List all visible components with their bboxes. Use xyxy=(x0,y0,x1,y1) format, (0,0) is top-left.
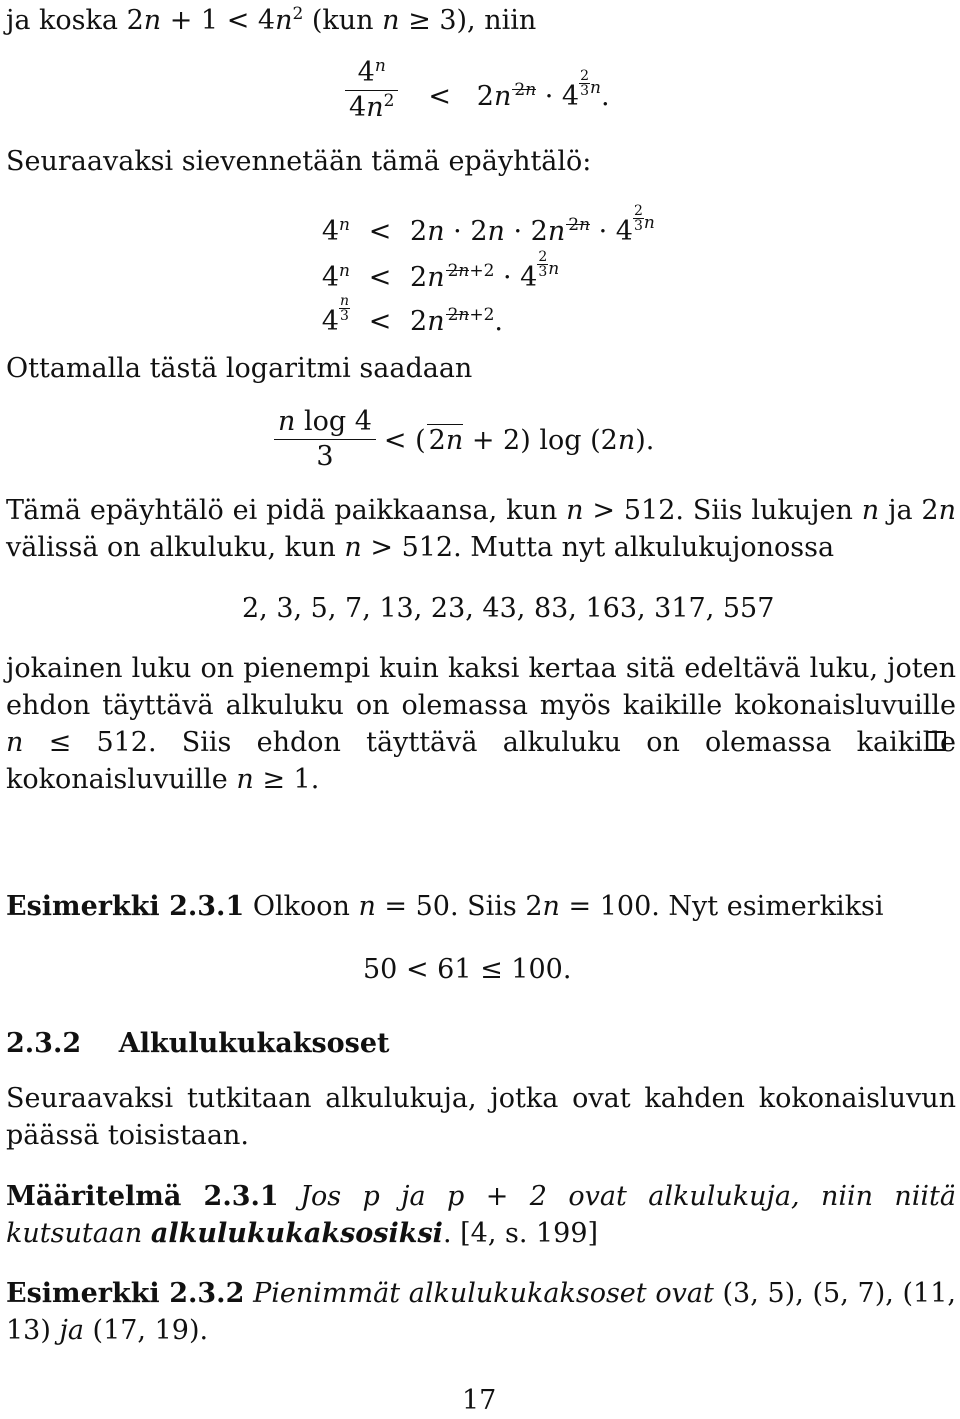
log-line: Ottamalla tästä logaritmi saadaan xyxy=(6,353,473,384)
section-title: Alkulukukaksoset xyxy=(118,1028,390,1059)
example-2-3-1: Esimerkki 2.3.1 Olkoon n = 50. Siis 2n = 100. Nyt esimerkiksi xyxy=(6,891,884,922)
section-heading xyxy=(6,1025,390,1062)
example-label: Esimerkki 2.3.2 xyxy=(6,1278,245,1309)
example-equation: 50 < 61 ≤ 100. xyxy=(363,954,572,985)
chain-row: 4 $\frac{n}{3}$ < 2n $^{2n+2}$. xyxy=(321,293,504,337)
example-2-3-2: Esimerkki 2.3.2 Pienimmät alkulukukaksoset ovat (3, 5), (5, 7), (11, 13) ja (17, 19). xyxy=(6,1278,956,1346)
chain-row: 4$^n$ < 2n $^{2n+2}$ · 4 $\frac{2}{3}$ $^n$ xyxy=(321,249,560,293)
page-number: 17 xyxy=(462,1385,497,1416)
fraction: $\frac{4^n}{4n^2}$ xyxy=(345,56,398,125)
example-label: Esimerkki 2.3.1 xyxy=(6,891,245,922)
qed-square-icon xyxy=(926,731,946,751)
paragraph: jokainen luku on pienempi kuin kaksi kertaa sitä edeltävä luku, joten ehdon täyttävä alkuluku on olemassa myös kaikille kokonaisluvuille n ≤ 512. Siis ehdon täyttävä alkuluku on olemassa kaikille kokonaisluvuille n ≥ 1. xyxy=(6,653,956,795)
simplify-line: Seuraavaksi sievennetään tämä epäyhtälö: xyxy=(6,146,592,177)
equation-ratio: $\frac{4^n}{4n^2}$ < 2n $^{2n}$ · 4 $\frac{2}{3}$ $^n$. xyxy=(345,56,610,125)
paragraph: Tämä epäyhtälö ei pidä paikkaansa, kun n > 512. Siis lukujen n ja 2n välissä on alkuluku, kun n > 512. Mutta nyt alkulukujonossa xyxy=(6,495,956,563)
chain-row: 4$^n$ < 2n · 2n · 2n $^{2n}$ · 4 $\frac{2}{3}$ $^n$ xyxy=(321,203,655,247)
definition-2-3-1: Määritelmä 2.3.1 Jos p ja p + 2 ovat alkulukuja, niin niitä kutsutaan alkulukukaksosiksi. [4, s. 199] xyxy=(6,1181,957,1249)
equation-log: $\frac{\text{n log 4}}{3}$ < ( 2n + 2) log (2n). xyxy=(274,405,654,474)
paragraph: Seuraavaksi tutkitaan alkulukuja, jotka ovat kahden kokonaisluvun päässä toisistaan. xyxy=(6,1083,956,1151)
fraction: $\frac{\text{n log 4}}{3}$ xyxy=(274,405,376,474)
example-text: Pienimmät alkulukukaksoset ovat xyxy=(253,1278,714,1309)
prime-sequence: 2, 3, 5, 7, 13, 23, 43, 83, 163, 317, 557 xyxy=(242,593,775,624)
section-number: 2.3.2 xyxy=(6,1028,82,1059)
definition-label: Määritelmä 2.3.1 xyxy=(6,1181,279,1212)
intro-line: ja koska $2n + 1 < 4n^2$ (kun n ≥ 3), niin xyxy=(6,4,537,36)
definition-term: alkulukukaksosiksi xyxy=(150,1218,443,1249)
